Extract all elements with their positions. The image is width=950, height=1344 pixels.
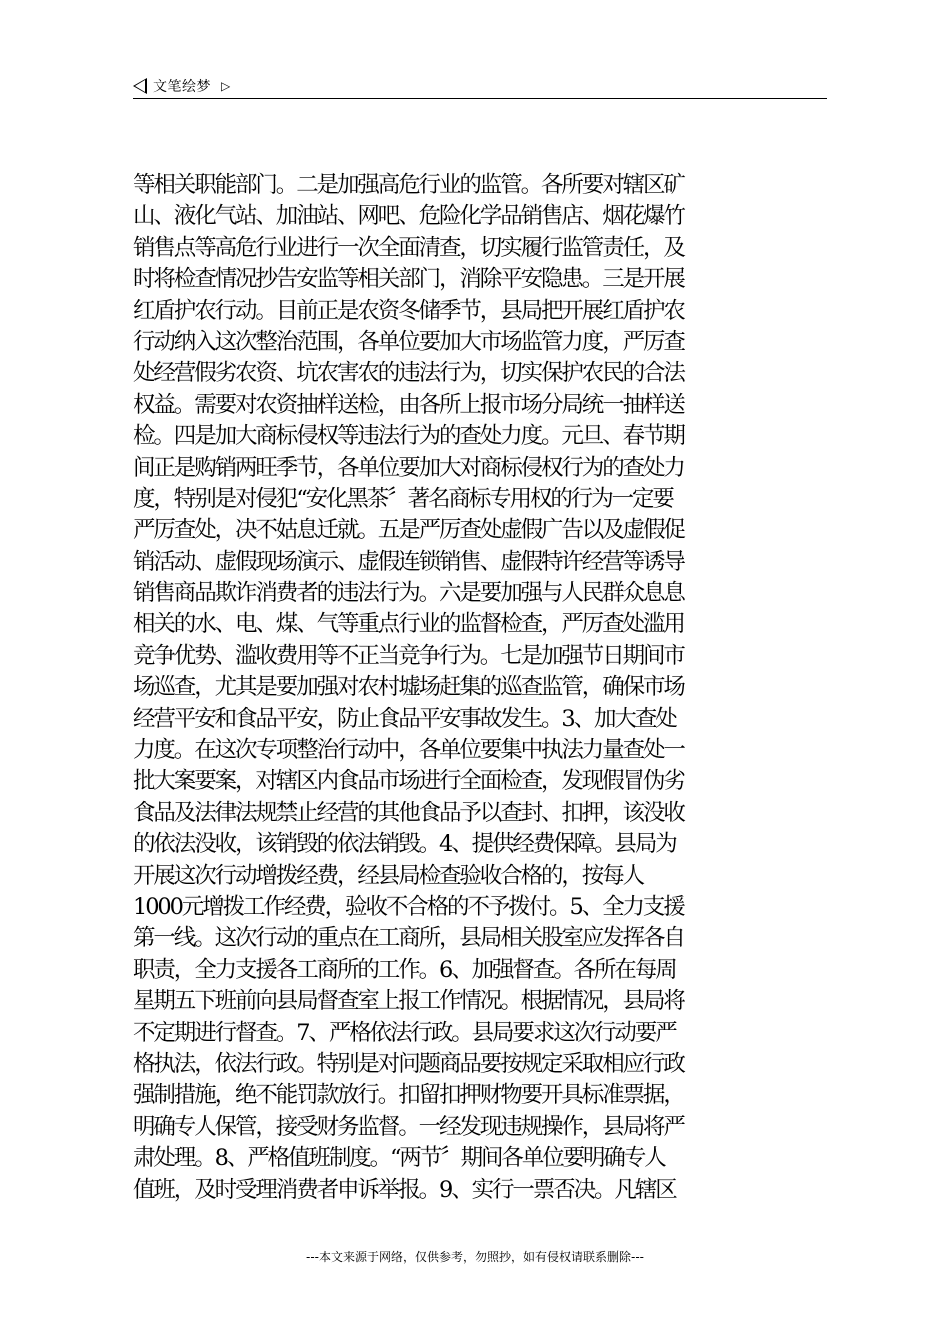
body-line: 度，特别是对侵犯“安化黑茶〞著名商标专用权的行为一定要 <box>133 485 673 512</box>
body-line: 竞争优势、滥收费用等不正当竞争行为。七是加强节日期间市 <box>133 642 684 669</box>
body-line: 间正是购销两旺季节，各单位要加大对商标侵权行为的查处力 <box>133 454 684 481</box>
body-line: 山、液化气站、加油站、网吧、危险化学品销售店、烟花爆竹 <box>133 203 684 230</box>
body-line: 的依法没收，该销毁的依法销毁。4、提供经费保障。县局为 <box>133 831 676 858</box>
body-line: 批大案要案，对辖区内食品市场进行全面检查，发现假冒伪劣 <box>133 768 684 795</box>
body-line: 权益。需要对农资抽样送检，由各所上报市场分局统一抽样送 <box>133 391 684 418</box>
body-line: 销售商品欺诈消费者的违法行为。六是要加强与人民群众息息 <box>133 580 684 607</box>
header-brand: 文笔绘梦 <box>153 79 211 95</box>
body-line: 第一线。这次行动的重点在工商所，县局相关股室应发挥各自 <box>133 925 684 952</box>
body-line: 行动纳入这次整治范围，各单位要加大市场监管力度，严厉查 <box>133 328 684 355</box>
body-line: 值班，及时受理消费者申诉举报。9、实行一票否决。凡辖区 <box>133 1176 676 1203</box>
body-line: 检。四是加大商标侵权等违法行为的查处力度。元旦、春节期 <box>133 423 684 450</box>
body-line: 经营平安和食品平安，防止食品平安事故发生。3、加大查处 <box>133 705 676 732</box>
body-line: 不定期进行督查。7、严格依法行政。县局要求这次行动要严 <box>133 1019 676 1046</box>
body-line: 相关的水、电、煤、气等重点行业的监督检查，严厉查处滥用 <box>133 611 684 638</box>
page-header <box>133 74 825 98</box>
body-line: 1000元增拨工作经费，验收不合格的不予拨付。5、全力支援 <box>133 893 684 920</box>
body-line: 格执法，依法行政。特别是对问题商品要按规定采取相应行政 <box>133 1050 684 1077</box>
body-line: 场巡查，尤其是要加强对农村墟场赶集的巡查监管，确保市场 <box>133 674 684 701</box>
header-divider <box>133 98 827 99</box>
page-footer: ---本文来源于网络，仅供参考，勿照抄，如有侵权请联系删除--- <box>306 1250 644 1264</box>
body-line: 严厉查处，决不姑息迁就。五是严厉查处虚假广告以及虚假促 <box>133 517 684 544</box>
body-line: 力度。在这次专项整治行动中，各单位要集中执法力量查处一 <box>133 737 684 764</box>
body-line: 职责，全力支援各工商所的工作。6、加强督查。各所在每周 <box>133 956 676 983</box>
body-line: 肃处理。8、严格值班制度。“两节〞期间各单位要明确专人 <box>133 1145 665 1172</box>
body-line: 销售点等高危行业进行一次全面清查，切实履行监管责任，及 <box>133 234 684 261</box>
body-text <box>133 170 833 1206</box>
body-line: 等相关职能部门。二是加强高危行业的监管。各所要对辖区矿 <box>133 172 684 198</box>
body-line: 红盾护农行动。目前正是农资冬储季节，县局把开展红盾护农 <box>133 297 684 324</box>
triangle-left-icon <box>133 78 147 94</box>
body-line: 开展这次行动增拨经费，经县局检查验收合格的，按每人 <box>133 862 644 889</box>
body-line: 处经营假劣农资、坑农害农的违法行为，切实保护农民的合法 <box>133 360 684 387</box>
body-line: 时将检查情况抄告安监等相关部门，消除平安隐患。三是开展 <box>133 266 684 293</box>
body-line: 食品及法律法规禁止经营的其他食品予以查封、扣押，该没收 <box>133 799 684 826</box>
body-line: 销活动、虚假现场演示、虚假连锁销售、虚假特许经营等诱导 <box>133 548 684 575</box>
body-line: 明确专人保管，接受财务监督。一经发现违规操作，县局将严 <box>133 1113 684 1140</box>
body-line: 星期五下班前向县局督查室上报工作情况。根据情况，县局将 <box>133 988 684 1015</box>
triangle-right-icon: ▷ <box>221 79 231 93</box>
body-line: 强制措施，绝不能罚款放行。扣留扣押财物要开具标准票据， <box>133 1082 684 1109</box>
